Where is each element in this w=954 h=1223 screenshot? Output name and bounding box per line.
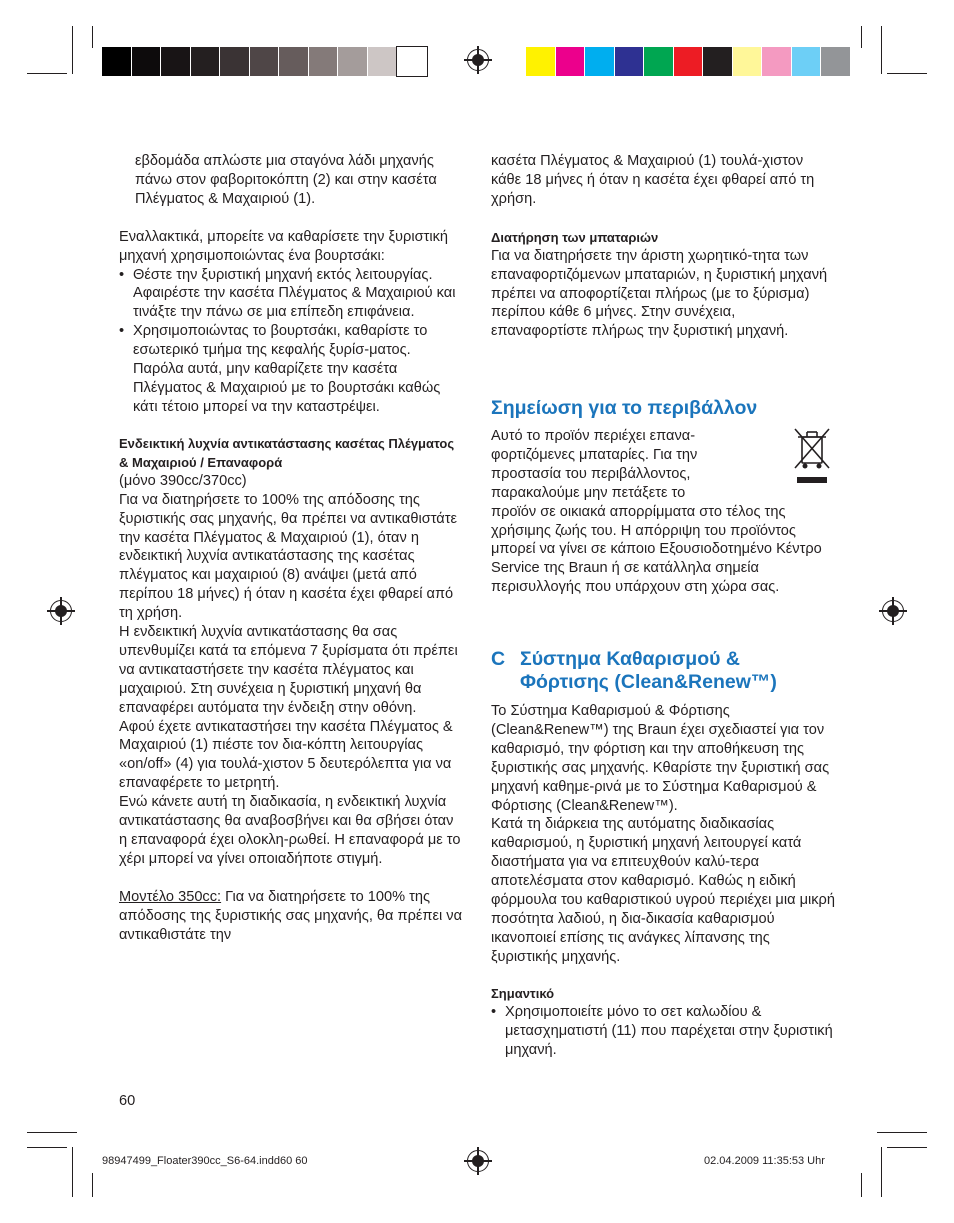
crop-mark [72,26,73,74]
color-swatch [821,47,851,76]
model-note: (μόνο 390cc/370cc) [119,472,247,489]
registration-mark-icon [467,1150,489,1172]
paragraph: Η ενδεικτική λυχνία αντικατάστασης θα σας υπενθυμίζει κατά τα επόμενα 7 ξυρίσματα ότι πρέπει να αντικαταστήσετε την κασέτα πλέγματος και μαχαιριού. Στη συνέχεια η ξυριστική μηχανή θα επαναφέρει αυτόματα την ένδειξη στην οθόνη. [119,624,458,716]
paragraph [119,888,463,945]
crop-mark [72,1147,73,1197]
crop-mark [881,26,882,74]
color-swatch [644,47,674,76]
color-swatch [703,47,733,76]
color-swatch [526,47,556,76]
footer-file: 98947499_Floater390cc_S6-64.indd60 60 [102,1155,308,1167]
color-swatch [397,47,427,76]
page-number: 60 [119,1093,136,1109]
crop-mark [887,1147,927,1148]
color-swatch [309,47,339,76]
section-subheading: Ενδεικτική λυχνία αντικατάστασης κασέτας Πλέγματος & Μαχαιριού / Επαναφορά [119,435,455,470]
registration-mark-icon [467,49,489,71]
paragraph: Αυτό το προϊόν περιέχει επανα-φορτιζόμενες μπαταρίες. Για την προστασία του περιβάλλοντος, παρακαλούμε μην πετάξετε το [491,428,698,501]
right-column-bottom [491,702,835,1059]
color-swatch [615,47,645,76]
crop-mark [92,1173,93,1197]
color-swatch [161,47,191,76]
paragraph: κασέτα Πλέγματος & Μαχαιριού (1) τουλά-χιστον κάθε 18 μήνες ή όταν η κασέτα έχει φθαρεί από τη χρήση. [491,153,815,207]
color-swatch [674,47,704,76]
registration-mark-icon [882,600,904,622]
model-350-text: Για να διατηρήσετε το 100% της απόδοσης της ξυριστικής σας μηχανής, θα πρέπει να αντικαθιστάτε την [119,888,463,943]
model-350-label: Μοντέλο 350cc: [119,888,222,905]
color-swatch [220,47,250,76]
list-item: • Θέστε την ξυριστική μηχανή εκτός λειτουργίας. Αφαιρέστε την κασέτα Πλέγματος & Μαχαιριού και τινάξτε την πάνω σε μια επίπεδη επιφάνεια. [119,266,463,323]
paragraph: Για να διατηρήσετε την άριστη χωρητικό-τητα των επαναφορτιζόμενων μπαταριών, η ξυριστική μηχανή πρέπει να αποφορτίζεται πλήρως (με το ξύρισμα) περίπου κάθε 6 μήνες. Στην συνέχεια, επαναφορτίστε πλήρως την ξυριστική μηχανή. [491,247,828,340]
color-swatch [279,47,309,76]
color-swatch [556,47,586,76]
important-heading: Σημαντικό [491,985,555,1001]
crop-mark [92,26,93,48]
paragraph: Αφού έχετε αντικαταστήσει την κασέτα Πλέγματος & Μαχαιριού (1) πιέστε τον δια-κόπτη λειτουργίας «on/off» (4) για τουλά-χιστον 5 δευτερόλεπτα για να επαναφέρετε το μετρητή. [119,718,453,792]
crop-mark [877,1132,927,1133]
registration-mark-icon [50,600,72,622]
color-swatch [191,47,221,76]
footer-date: 02.04.2009 11:35:53 Uhr [704,1155,825,1167]
list-item: • Χρησιμοποιώντας το βουρτσάκι, καθαρίστε το εσωτερικό τμήμα της κεφαλής ξυρίσ-ματος. Παρόλα αυτά, μην καθαρίζετε την κασέτα Πλέγματος & Μαχαιριού με το βουρτσάκι καθώς κάτι τέτοιο μπορεί να την καταστρέψει. [119,322,463,417]
color-swatch [250,47,280,76]
crop-mark [27,73,67,74]
paragraph: Κατά τη διάρκεια της αυτόματης διαδικασίας καθαρισμού, η ξυριστική μηχανή λειτουργεί κατά διαστήματα για να επιτευχθούν καλύ-τερα αποτελέσματα στον καθαρισμό. Καθώς η ειδική φόρμουλα του καθαριστικού υγρού περιέχει μια μικρή ποσότητα λαδιού, η δια-δικασία καθαρισμού ικανοποιεί επίσης τις ανάγκες λίπανσης της ξυριστικής μηχανής. [491,816,835,965]
section-c-letter: C [491,648,506,670]
color-swatch [338,47,368,76]
right-column-top [491,152,835,341]
color-swatch [762,47,792,76]
crop-mark [887,73,927,74]
crop-mark [861,26,862,48]
color-swatch [102,47,132,76]
color-swatch [585,47,615,76]
battery-heading: Διατήρηση των μπαταριών [491,229,659,245]
paragraph: Εναλλακτικά, μπορείτε να καθαρίσετε την ξυριστική μηχανή χρησιμοποιώντας ένα βουρτσάκι: [119,228,449,264]
left-column [119,152,463,945]
paragraph: εβδομάδα απλώστε μια σταγόνα λάδι μηχανής πάνω στον φαβοριτοκόπτη (2) και στην κασέτα Πλέγματος & Μαχαιριού (1). [135,153,437,207]
color-swatch [792,47,822,76]
crop-mark [881,1147,882,1197]
crop-mark [861,1173,862,1197]
list-item: • Χρησιμοποιείτε μόνο το σετ καλωδίου & μετασχηματιστή (11) που παρέχεται στην ξυριστική μηχανή. [491,1003,835,1060]
paragraph: Για να διατηρήσετε το 100% της απόδοσης της ξυριστικής σας μηχανής, θα πρέπει να αντικαθιστάτε την κασέτα Πλέγματος & Μαχαιριού (1), όταν η ενδεικτική λυχνία αντικατάστασης της κασέτας πλέγματος και μαχαιριού (8) ανάψει (μετά από περίπου 18 μήνες) ή όταν η κασέτα έχει φθαρεί από τη χρήση. [119,491,457,622]
crossed-out-wheelie-bin-icon [791,425,833,487]
paragraph: προϊόν σε οικιακά απορρίμματα στο τέλος της χρήσιμης ζωής του. Η απόρριψη του προϊόντος μπορεί να γίνει σε κάποιο Εξουσιοδοτημένο Κέντρο Service της Braun ή σε κατάλληλα σημεία περισυλλογής που υπάρχουν στη χώρα σας. [491,503,822,596]
section-c-heading-line2: Φόρτισης (Clean&Renew™) [520,671,777,693]
paragraph: Το Σύστημα Καθαρισμού & Φόρτισης (Clean&Renew™) της Braun έχει σχεδιαστεί για τον καθαρισμό, την φόρτιση και την αποθήκευση της ξυριστικής σας μηχανής. Κθαρίστε την ξυριστική σας μηχανή καθημε-ρινά με το Σύστημα Καθαρισμού & Φόρτισης (Clean&Renew™). [491,703,830,814]
environment-heading: Σημείωση για το περιβάλλον [491,397,758,419]
crop-mark [27,1132,77,1133]
section-c-heading-line1: Σύστημα Καθαρισμού & [520,648,741,670]
color-swatch [733,47,763,76]
environment-text [491,427,835,597]
crop-mark [27,1147,67,1148]
paragraph: Ενώ κάνετε αυτή τη διαδικασία, η ενδεικτική λυχνία αντικατάστασης θα αναβοσβήνει και θα σβήσει όταν η επαναφορά έχει ολοκλη-ρωθεί. Η επαναφορά με το χέρι μπορεί να γίνει οποιαδήποτε στιγμή. [119,794,461,867]
color-swatch [368,47,398,76]
color-swatch [132,47,162,76]
